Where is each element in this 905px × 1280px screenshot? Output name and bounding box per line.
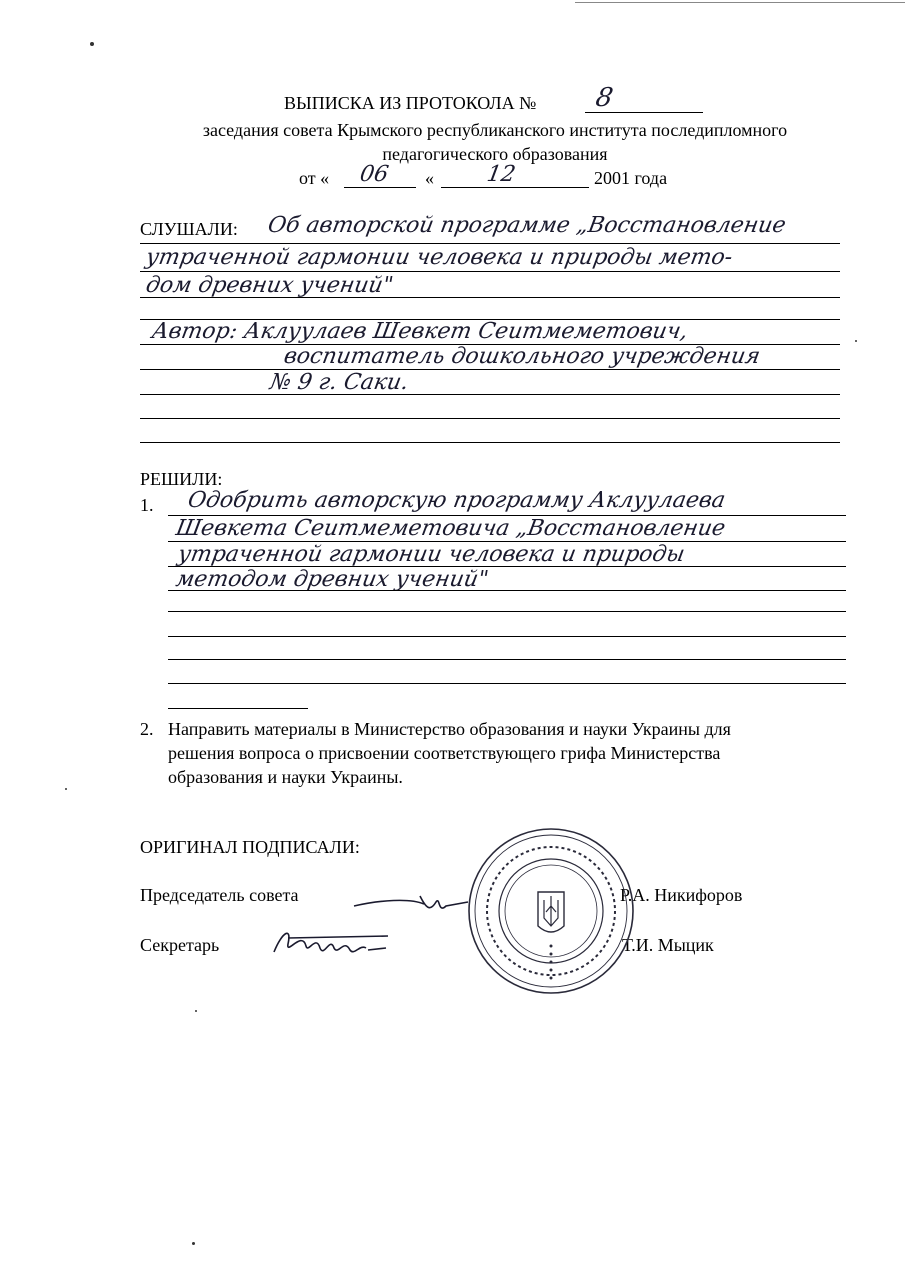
signatures-heading: ОРИГИНАЛ ПОДПИСАЛИ:: [140, 837, 360, 857]
ruled-line: [140, 394, 840, 395]
protocol-number: 8: [593, 83, 616, 113]
ruled-line: [168, 659, 846, 660]
decision-1-number: 1.: [140, 495, 154, 515]
decision-2-number: 2.: [140, 719, 154, 739]
short-rule: [168, 708, 308, 709]
scan-speck: [855, 340, 857, 342]
document-subtitle-line1: заседания совета Крымского республиканского института последипломного: [202, 120, 788, 140]
chairman-signature: [350, 886, 470, 916]
ruled-line: [168, 636, 846, 637]
scan-speck: [192, 1242, 195, 1245]
scan-edge-line: [575, 2, 905, 3]
institute-seal: [466, 826, 636, 996]
secretary-label: Секретарь: [140, 935, 220, 955]
heard-line-1: Об авторской программе „Восстановление: [265, 213, 788, 238]
ruled-line: [168, 590, 846, 591]
heard-line-5: воспитатель дошкольного учреждения: [281, 344, 763, 369]
heard-line-4: Автор: Аклуулаев Шевкет Сеитмеметович,: [149, 319, 690, 344]
decision-2-line-3: образования и науки Украины.: [168, 767, 403, 787]
decision-1-line-1: Одобрить авторскую программу Аклуулаева: [185, 488, 728, 513]
heard-line-2: утраченной гармонии человека и природы мето-: [143, 245, 735, 270]
date-year: 2001 года: [594, 168, 668, 188]
decided-label: РЕШИЛИ:: [140, 469, 223, 489]
ruled-line: [168, 683, 846, 684]
secretary-name: Т.И. Мыцик: [622, 935, 714, 955]
date-separator: «: [425, 168, 434, 188]
ruled-line: [140, 271, 840, 272]
heard-label: СЛУШАЛИ:: [140, 219, 238, 239]
decision-1-line-2: Шевкета Сеитмеметовича „Восстановление: [173, 516, 728, 541]
secretary-signature: [268, 922, 398, 962]
chairman-label: Председатель совета: [140, 885, 299, 905]
date-day: 06: [357, 162, 391, 187]
decision-1-line-3: утраченной гармонии человека и природы: [175, 542, 687, 567]
scan-speck: [90, 42, 94, 46]
scan-speck: [195, 1010, 197, 1012]
date-from-label: от «: [299, 168, 330, 188]
date-month-line: [441, 187, 589, 188]
decision-1-line-4: методом древних учений": [173, 567, 491, 592]
ruled-line: [140, 243, 840, 244]
document-title: ВЫПИСКА ИЗ ПРОТОКОЛА №: [284, 93, 537, 113]
date-month: 12: [484, 162, 518, 187]
ruled-line: [140, 418, 840, 419]
ruled-line: [168, 611, 846, 612]
ruled-line: [140, 442, 840, 443]
chairman-name: Р.А. Никифоров: [620, 885, 743, 905]
decision-2-line-1: Направить материалы в Министерство образования и науки Украины для: [168, 719, 731, 739]
decision-2-line-2: решения вопроса о присвоении соответствующего грифа Министерства: [168, 743, 721, 763]
heard-line-3: дом древних учений": [143, 273, 396, 298]
document-subtitle-line2: педагогического образования: [382, 144, 608, 164]
scan-speck: [65, 788, 67, 790]
date-day-line: [344, 187, 416, 188]
ruled-line: [140, 369, 840, 370]
heard-line-6: № 9 г. Саки.: [267, 370, 411, 395]
ruled-line: [140, 297, 840, 298]
